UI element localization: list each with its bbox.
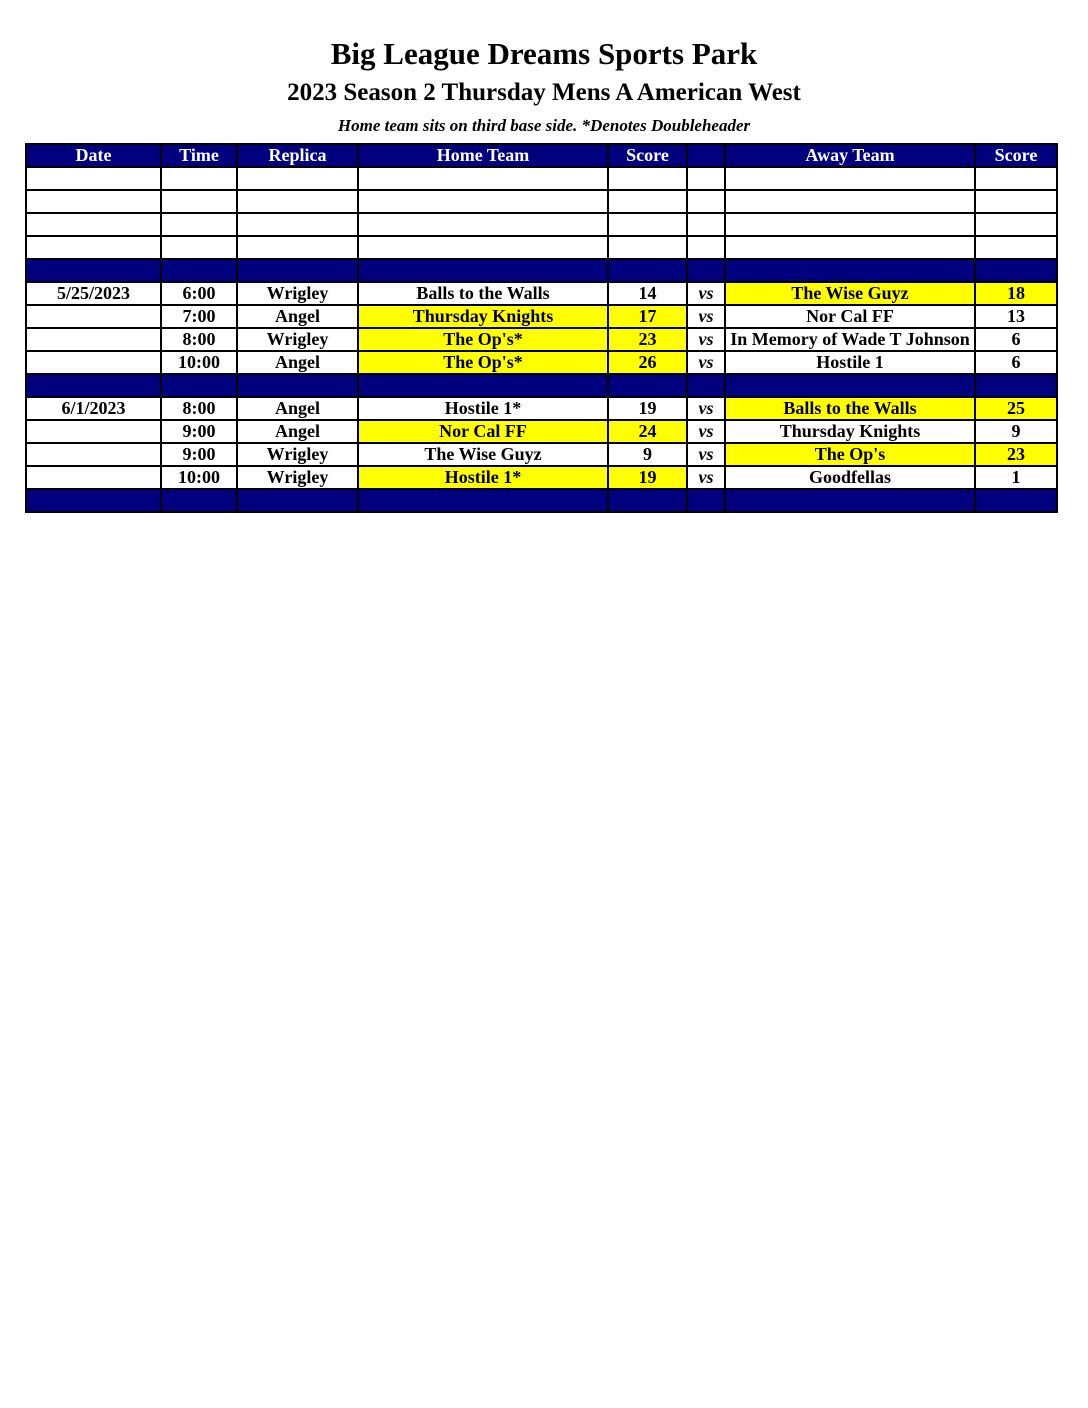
vs-label: vs bbox=[687, 328, 725, 351]
away-score: 9 bbox=[975, 420, 1057, 443]
game-time: 10:00 bbox=[161, 351, 237, 374]
game-time: 9:00 bbox=[161, 420, 237, 443]
away-score: 25 bbox=[975, 397, 1057, 420]
game-date bbox=[26, 466, 161, 489]
game-row bbox=[26, 420, 1057, 443]
home-team: The Op's* bbox=[358, 328, 608, 351]
away-score: 6 bbox=[975, 351, 1057, 374]
home-team: Nor Cal FF bbox=[358, 420, 608, 443]
empty-row bbox=[26, 167, 1057, 190]
column-header-away-score: Score bbox=[975, 144, 1057, 167]
game-date bbox=[26, 328, 161, 351]
away-score: 18 bbox=[975, 282, 1057, 305]
away-team: Hostile 1 bbox=[725, 351, 975, 374]
game-date: 6/1/2023 bbox=[26, 397, 161, 420]
game-row bbox=[26, 305, 1057, 328]
column-header-vs bbox=[687, 144, 725, 167]
schedule-note: Home team sits on third base side. *Denotes Doubleheader bbox=[337, 116, 751, 135]
game-replica: Angel bbox=[237, 397, 358, 420]
game-replica: Wrigley bbox=[237, 282, 358, 305]
table-header-row bbox=[26, 144, 1057, 167]
away-score: 1 bbox=[975, 466, 1057, 489]
game-time: 7:00 bbox=[161, 305, 237, 328]
vs-label: vs bbox=[687, 282, 725, 305]
page-subtitle: 2023 Season 2 Thursday Mens A American West bbox=[287, 79, 801, 106]
game-time: 6:00 bbox=[161, 282, 237, 305]
vs-label: vs bbox=[687, 420, 725, 443]
separator-band bbox=[26, 489, 1057, 512]
vs-label: vs bbox=[687, 443, 725, 466]
home-team: Thursday Knights bbox=[358, 305, 608, 328]
home-score: 9 bbox=[608, 443, 687, 466]
game-row bbox=[26, 443, 1057, 466]
game-replica: Angel bbox=[237, 420, 358, 443]
home-score: 14 bbox=[608, 282, 687, 305]
game-replica: Wrigley bbox=[237, 328, 358, 351]
game-time: 10:00 bbox=[161, 466, 237, 489]
game-row bbox=[26, 351, 1057, 374]
game-time: 8:00 bbox=[161, 328, 237, 351]
separator-band bbox=[26, 374, 1057, 397]
game-replica: Wrigley bbox=[237, 466, 358, 489]
schedule-table bbox=[25, 143, 1058, 513]
game-date bbox=[26, 420, 161, 443]
column-header-time: Time bbox=[161, 144, 237, 167]
column-header-away-team: Away Team bbox=[725, 144, 975, 167]
game-replica: Angel bbox=[237, 351, 358, 374]
game-date bbox=[26, 443, 161, 466]
column-header-date: Date bbox=[26, 144, 161, 167]
game-row bbox=[26, 282, 1057, 305]
away-team: Nor Cal FF bbox=[725, 305, 975, 328]
home-score: 24 bbox=[608, 420, 687, 443]
home-score: 23 bbox=[608, 328, 687, 351]
column-header-home-team: Home Team bbox=[358, 144, 608, 167]
empty-row bbox=[26, 213, 1057, 236]
game-row bbox=[26, 328, 1057, 351]
page-title: Big League Dreams Sports Park bbox=[330, 36, 758, 71]
away-team: Balls to the Walls bbox=[725, 397, 975, 420]
vs-label: vs bbox=[687, 397, 725, 420]
away-team: In Memory of Wade T Johnson bbox=[725, 328, 975, 351]
vs-label: vs bbox=[687, 466, 725, 489]
game-replica: Angel bbox=[237, 305, 358, 328]
home-team: Hostile 1* bbox=[358, 466, 608, 489]
home-team: Balls to the Walls bbox=[358, 282, 608, 305]
home-score: 26 bbox=[608, 351, 687, 374]
game-time: 8:00 bbox=[161, 397, 237, 420]
game-row bbox=[26, 466, 1057, 489]
home-team: The Op's* bbox=[358, 351, 608, 374]
away-team: The Op's bbox=[725, 443, 975, 466]
away-team: Thursday Knights bbox=[725, 420, 975, 443]
away-team: The Wise Guyz bbox=[725, 282, 975, 305]
game-replica: Wrigley bbox=[237, 443, 358, 466]
column-header-replica: Replica bbox=[237, 144, 358, 167]
home-score: 19 bbox=[608, 397, 687, 420]
separator-band bbox=[26, 259, 1057, 282]
game-time: 9:00 bbox=[161, 443, 237, 466]
game-date: 5/25/2023 bbox=[26, 282, 161, 305]
game-date bbox=[26, 351, 161, 374]
game-date bbox=[26, 305, 161, 328]
away-score: 13 bbox=[975, 305, 1057, 328]
vs-label: vs bbox=[687, 305, 725, 328]
home-team: Hostile 1* bbox=[358, 397, 608, 420]
column-header-home-score: Score bbox=[608, 144, 687, 167]
vs-label: vs bbox=[687, 351, 725, 374]
home-score: 19 bbox=[608, 466, 687, 489]
home-team: The Wise Guyz bbox=[358, 443, 608, 466]
game-row bbox=[26, 397, 1057, 420]
empty-row bbox=[26, 190, 1057, 213]
home-score: 17 bbox=[608, 305, 687, 328]
away-score: 23 bbox=[975, 443, 1057, 466]
empty-row bbox=[26, 236, 1057, 259]
away-team: Goodfellas bbox=[725, 466, 975, 489]
away-score: 6 bbox=[975, 328, 1057, 351]
